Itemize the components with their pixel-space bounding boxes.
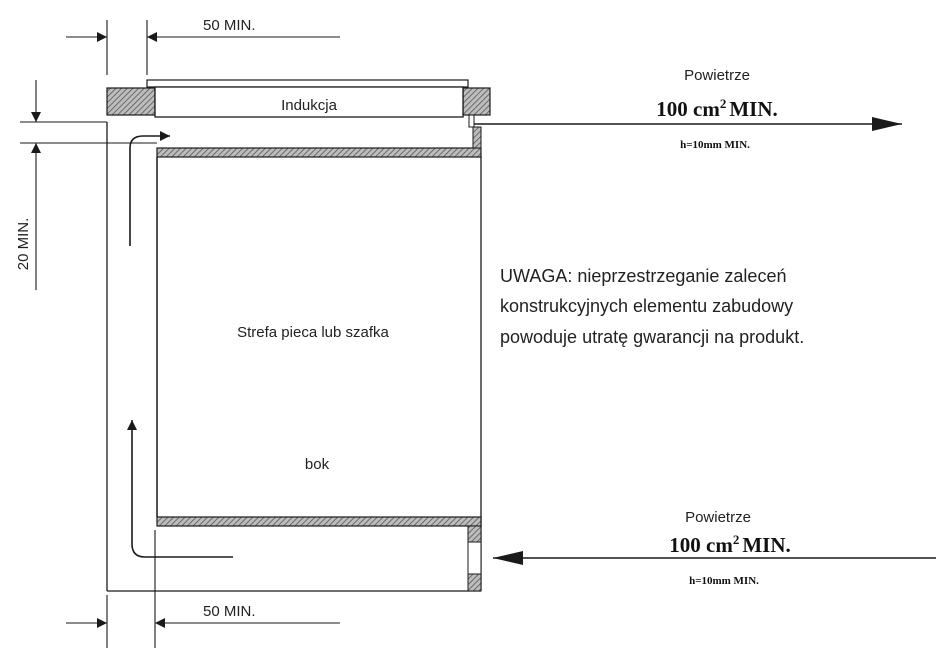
air-inlet-gap: h=10mm MIN. xyxy=(689,575,759,587)
air-inlet-area xyxy=(669,532,791,557)
air-outlet-area-value: 100 cm xyxy=(656,97,720,121)
top-width-label: 50 MIN. xyxy=(203,17,256,34)
air-outlet-area xyxy=(656,96,778,121)
air-inlet-area-value: 100 cm xyxy=(669,533,733,557)
air-inlet-area-exp: 2 xyxy=(732,532,740,547)
cabinet-label: Strefa pieca lub szafka xyxy=(237,324,389,341)
air-outlet-title: Powietrze xyxy=(684,67,750,84)
air-outlet-area-exp: 2 xyxy=(719,96,727,111)
warning-note xyxy=(500,266,804,347)
airflow-path xyxy=(130,136,233,557)
air-inlet-area-suffix: MIN. xyxy=(742,533,791,557)
bottom-width-label: 50 MIN. xyxy=(203,603,256,620)
warning-line-2: konstrukcyjnych elementu zabudowy xyxy=(500,296,794,316)
air-outlet-area-suffix: MIN. xyxy=(729,97,778,121)
hob-label: Indukcja xyxy=(281,97,337,114)
air-inlet-title: Powietrze xyxy=(685,509,751,526)
warning-line-3: powoduje utratę gwarancji na produkt. xyxy=(500,327,805,347)
cabinet-box xyxy=(157,127,481,591)
side-label: bok xyxy=(304,456,330,473)
air-outlet-gap: h=10mm MIN. xyxy=(680,139,750,151)
left-height-label: 20 MIN. xyxy=(15,217,32,271)
warning-line-1: UWAGA: nieprzestrzeganie zaleceń xyxy=(500,266,787,286)
